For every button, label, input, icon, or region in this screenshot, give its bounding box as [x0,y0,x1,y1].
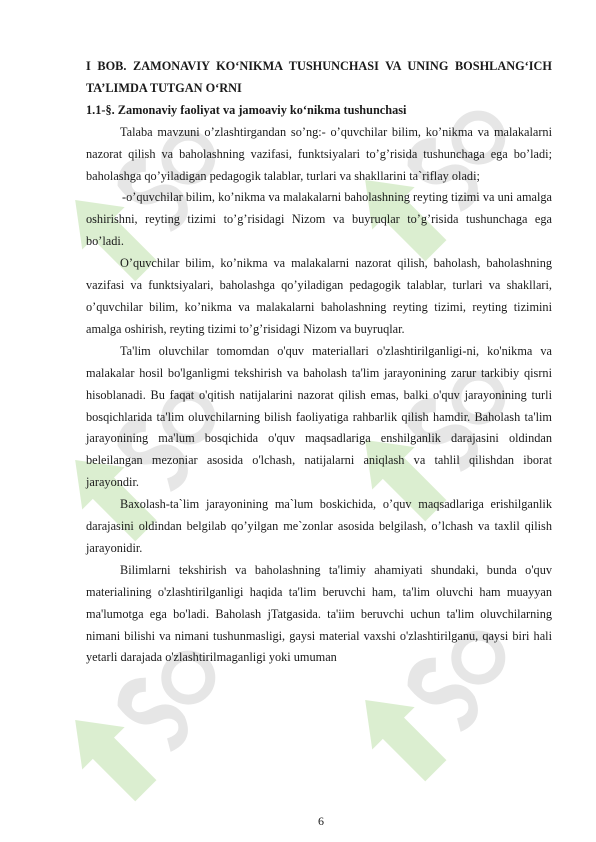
section-title: 1.1-§. Zamonaviy faoliyat va jamoaviy ko‘nikma tushunchasi [86,102,407,117]
page-body [86,56,552,669]
paragraph: O’quvchilar bilim, ko’nikma va malakalarni nazorat qilish, baholash, baholashning vazifasi va funktsiyalari, baholashga qo’yiladigan pedagogik talablar, turlari va shakllari, o’quvchilar bilim, ko’nikma va malakalarni baholashning reyting tizimi, reyting tizimini amalga oshirish, reyting tizimi to’g’risidagi Nizom va buyruqlar. [86,256,552,336]
page-number: 6 [318,814,324,828]
paragraph: Bilimlarni tekshirish va baholashning ta'limiy ahamiyati shundaki, bunda o'quv materialining o'zlashtirilganligi haqida ta'lim beruvchi ham, ta'lim oluvchi ham muayyan ma'lumotga ega bo'ladi. Baholash jTatgasida. ta'iim beruvchi uchun ta'lim oluvchilarning nimani bilishi va nimani tushunmasligi, gaysi material vaxshi o'zlashtirilganu, qaysi biri hali yetarli darajada o'zlashtirilmaganligi yoki umuman [86,562,552,665]
chapter-title: I BOB. ZAMONAVIY KO‘NIKMA TUSHUNCHASI VA UNING BOSHLANG‘ICH TA’LIMDA TUTGAN O‘RNI [86,59,552,95]
paragraph: -o’quvchilar bilim, ko’nikma va malakalarni baholashning reyting tizimi va uni amalga oshirishni, reyting tizimi to’g’risidagi Nizom va buyruqlar to’g’risida tushunchaga ega bo’ladi. [86,190,552,249]
paragraph: Ta'lim oluvchilar tomomdan o'quv materiallari o'zlashtirilganligi-ni, ko'nikma va malakalar hosil bo'lganligmi tekshirish va baholash ta'lim jarayonining zarur tarkibiy qisrni hisoblanadi. Bu faqat o'qitish natijalarini nazorat qilish emas, balki o'quv jarayonining turli bosqichlarida ta'lim oluvchilarning bilish faoliyatiga rahbarlik qilish hamdir. Baholash ta'lim jarayonining ma'lum bosqichida o'quv maqsadlariga enshilganlik darajasini oldindan beleilangan mezoniar asosida o'lchash, natijalarni aniqlash va tahlil qilishdan iborat jarayondir. [86,343,552,490]
paragraph: Baxolash-ta`lim jarayonining ma`lum boskichida, o’quv maqsadlariga erishilganlik darajasini oldindan belgilab qo’yilgan me`zonlar asosida belgilash, o’lchash va taxlil qilish jarayonidir. [86,497,552,555]
paragraph: Talaba mavzuni o’zlashtirgandan so’ng:- o’quvchilar bilim, ko’nikma va malakalarni nazorat qilish va baholashning vazifasi, funktsiyalari to’g’risida tushunchaga ega bo’ladi; baholashga qo’yiladigan pedagogik talablar, turlari va shakllarini ta`riflay oladi; [86,124,552,183]
